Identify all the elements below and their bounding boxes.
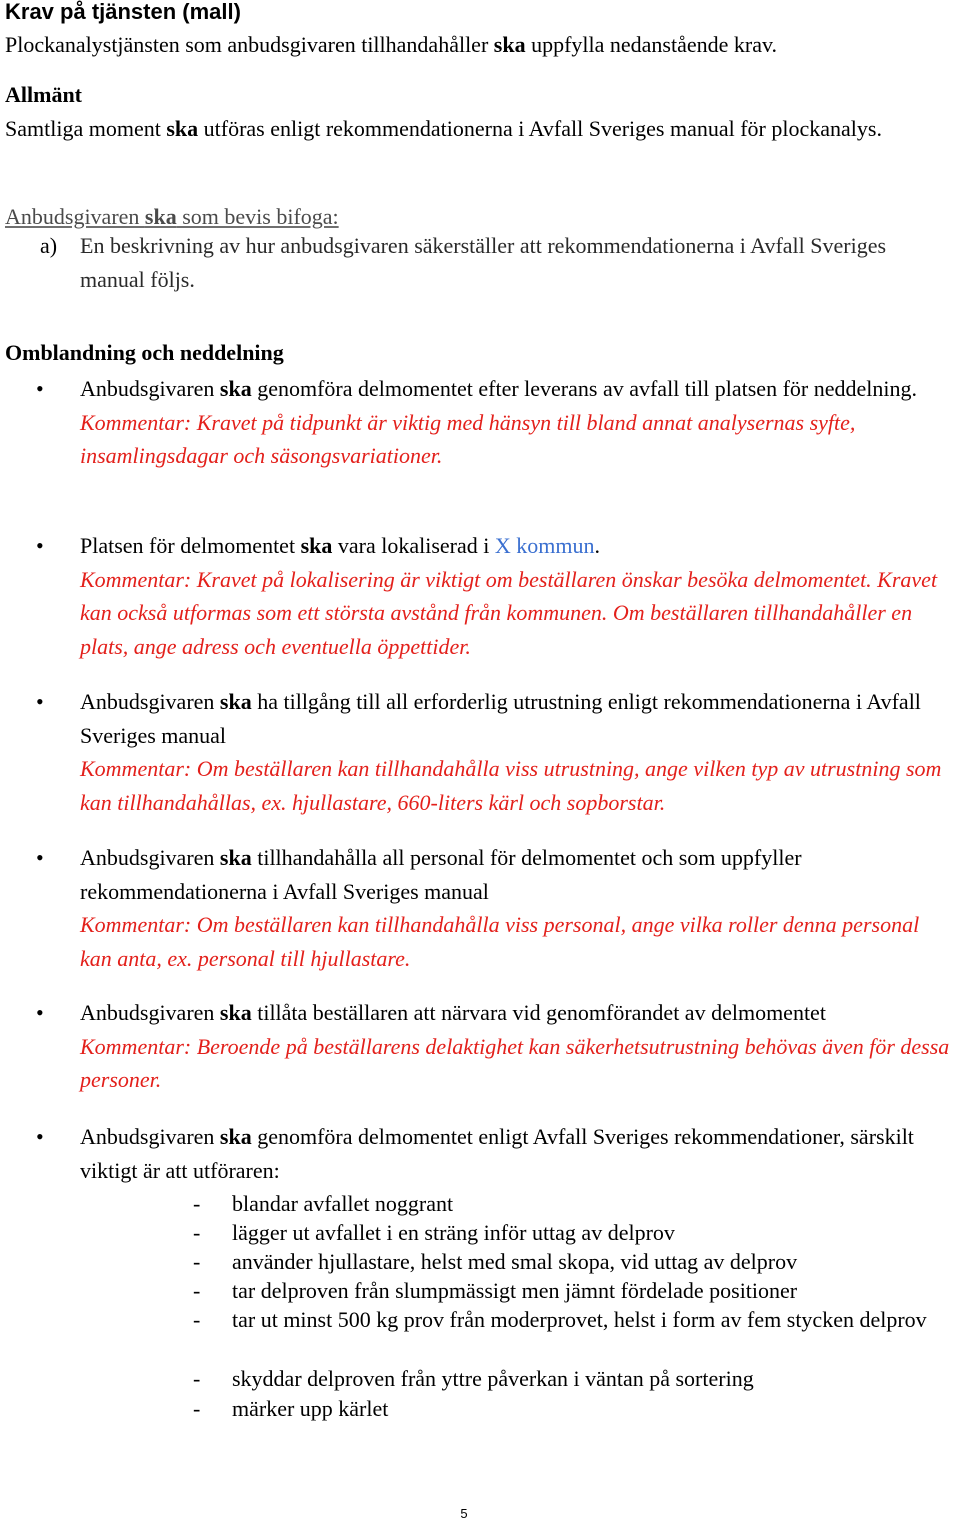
bevis-underlined: Anbudsgivaren ska som bevis bifoga: [5, 204, 339, 229]
list-item [0, 529, 960, 663]
dash-marker: - [193, 1191, 201, 1216]
dash-item-text: tar ut minst 500 kg prov från moderprovet, helst i form av fem stycken delprov [232, 1307, 927, 1332]
section-heading-allmant: Allmänt [5, 82, 82, 107]
dash-marker: - [193, 1396, 201, 1421]
comment-text: Kommentar: Kravet på lokalisering är viktigt om beställaren önskar besöka delmomentet. Kravet kan också utformas som ett största avstånd från kommunen. Om beställaren tillhandahåller en plats, ange adress och eventuella öppettider. [80, 566, 938, 659]
item-text: Anbudsgivaren [80, 1124, 220, 1149]
dash-item-text: blandar avfallet noggrant [232, 1191, 454, 1216]
page-title: Krav på tjänsten (mall) [5, 0, 241, 24]
item-text: Anbudsgivaren [80, 689, 220, 714]
bevis-item-a [0, 229, 960, 296]
list-item [0, 372, 960, 506]
dash-item-text: använder hjullastare, helst med smal skopa, vid uttag av delprov [232, 1249, 798, 1274]
dash-item-text: skyddar delproven från yttre påverkan i väntan på sortering [232, 1366, 754, 1391]
item-text: vara lokaliserad i [332, 533, 495, 558]
dash-item-text: tar delproven från slumpmässigt men jämnt fördelade positioner [232, 1278, 798, 1303]
item-text: Anbudsgivaren [80, 845, 220, 870]
dash-item-text: märker upp kärlet [232, 1396, 389, 1421]
list-item [0, 996, 960, 1097]
dash-list-item [0, 1364, 960, 1394]
item-text: Platsen för delmomentet [80, 533, 301, 558]
dash-list-item [0, 1305, 960, 1364]
dash-marker: - [193, 1366, 201, 1391]
dash-list-item [0, 1394, 960, 1424]
dash-list-item [0, 1276, 960, 1306]
bullet-icon: • [36, 689, 44, 714]
list-item [0, 841, 960, 975]
comment-text: Kommentar: Kravet på tidpunkt är viktig med hänsyn till bland annat analysernas syfte, insamlingsdagar och säsongsvariationer. [80, 409, 856, 468]
list-item [0, 685, 960, 819]
ska-keyword: ska [219, 1124, 252, 1149]
comment-text: Kommentar: Om beställaren kan tillhandahålla viss personal, ange vilka roller denna personal kan anta, ex. personal till hjullastare. [80, 912, 920, 971]
ska-keyword: ska [300, 533, 333, 558]
item-text: tillhandahålla all personal för delmomentet och som uppfyller rekommendationerna i Avfall Sveriges manual [80, 845, 802, 904]
dash-item-text: lägger ut avfallet i en sträng inför uttag av delprov [232, 1220, 675, 1245]
bullet-icon: • [36, 376, 44, 401]
dash-list-item [0, 1189, 960, 1219]
dash-marker: - [193, 1220, 201, 1245]
item-text: . [594, 533, 600, 558]
bullet-icon: • [36, 533, 44, 558]
ska-keyword: ska [219, 376, 252, 401]
ska-keyword: ska [219, 1000, 252, 1025]
dash-marker: - [193, 1278, 201, 1303]
dash-marker: - [193, 1307, 201, 1332]
bullet-icon: • [36, 1000, 44, 1025]
item-text: Anbudsgivaren [80, 1000, 220, 1025]
bullet-icon: • [36, 845, 44, 870]
bevis-item-text: En beskrivning av hur anbudsgivaren säkerställer att rekommendationerna i Avfall Sveriges manual följs. [80, 233, 887, 292]
dash-list-item [0, 1218, 960, 1248]
item-text: Anbudsgivaren [80, 376, 220, 401]
ska-keyword: ska [219, 689, 252, 714]
item-marker: a) [40, 233, 58, 258]
comment-text: Kommentar: Beroende på beställarens delaktighet kan säkerhetsutrustning behövas även för dessa personer. [80, 1033, 950, 1092]
item-text: ha tillgång till all erforderlig utrustning enligt rekommendationerna i Avfall Sveriges manual [80, 689, 921, 748]
municipality-placeholder: X kommun [494, 533, 595, 558]
intro-text: Plockanalystjänsten som anbudsgivaren tillhandahåller ska uppfylla nedanstående krav. [5, 32, 778, 57]
dash-marker: - [193, 1249, 201, 1274]
list-item [0, 1120, 960, 1187]
allmant-text: Samtliga moment ska utföras enligt rekommendationerna i Avfall Sveriges manual för plockanalys. [5, 116, 882, 141]
ska-keyword: ska [219, 845, 252, 870]
item-text: tillåta beställaren att närvara vid genomförandet av delmomentet [251, 1000, 826, 1025]
section-heading-omblandning: Omblandning och neddelning [5, 340, 284, 365]
item-text: genomföra delmomentet enligt Avfall Sveriges rekommendationer, särskilt viktigt är att utföraren: [80, 1124, 914, 1183]
page-number: 5 [460, 1506, 468, 1521]
bullet-icon: • [36, 1124, 44, 1149]
item-text: genomföra delmomentet efter leverans av avfall till platsen för neddelning. [251, 376, 917, 401]
dash-list-item [0, 1247, 960, 1277]
comment-text: Kommentar: Om beställaren kan tillhandahålla viss utrustning, ange vilken typ av utrustning som kan tillhandahållas, ex. hjullastare, 660-liters kärl och sopborstar. [80, 756, 942, 815]
